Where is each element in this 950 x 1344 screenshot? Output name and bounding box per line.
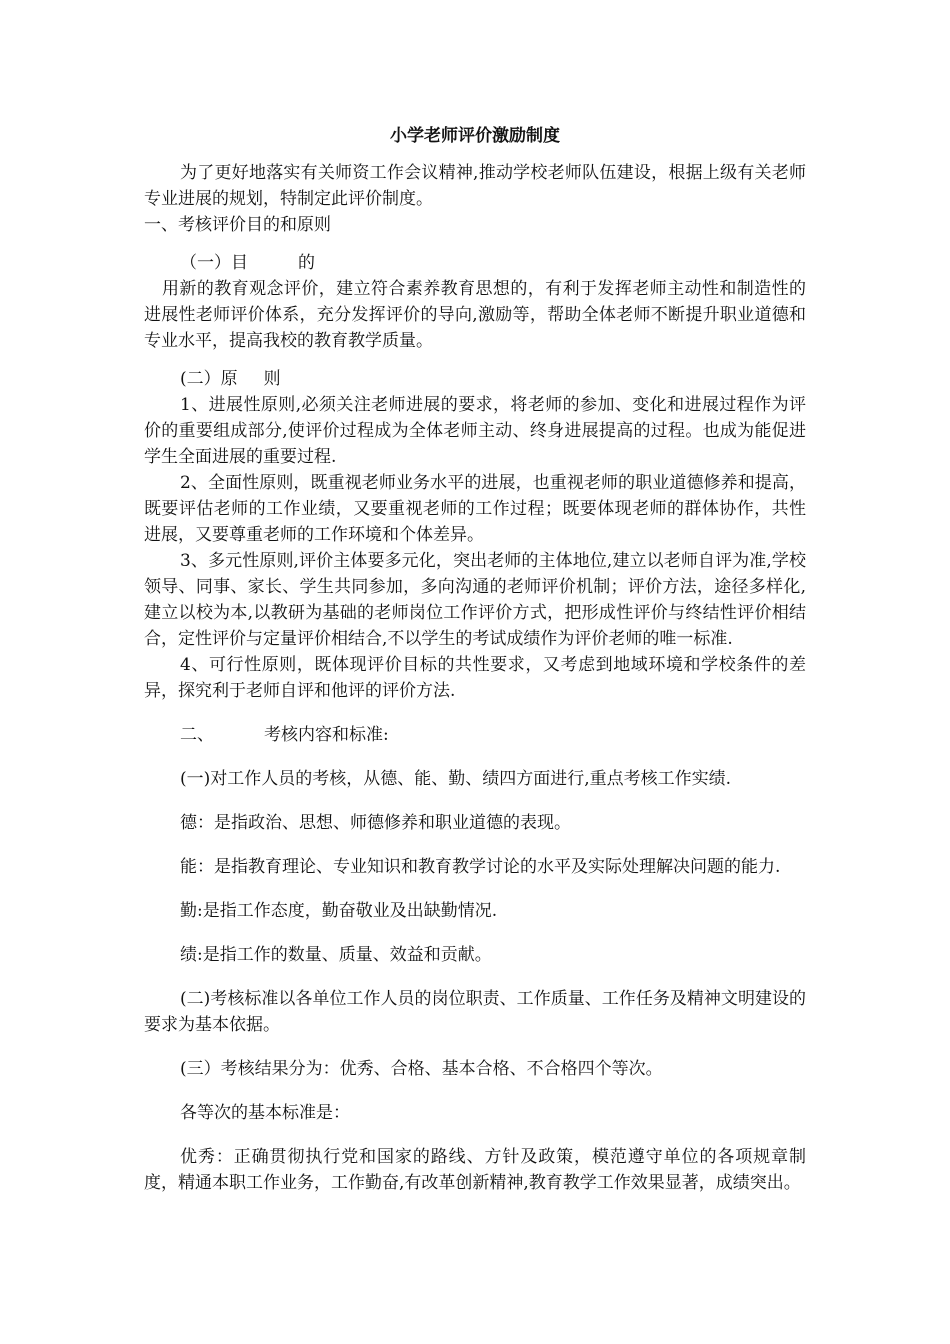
qin-paragraph: 勤:是指工作态度，勤奋敬业及出缺勤情况. [180, 901, 498, 921]
document-body [144, 160, 806, 1196]
principle-2-paragraph: 2、全面性原则，既重视老师业务水平的进展，也重视老师的职业道德修养和提高，既要评估老师的工作业绩，又要重视老师的工作过程；既要体现老师的群体协作，共性进展，又要尊重老师的工作环境和个体差异。 [144, 473, 806, 545]
principle-1-paragraph: 1、进展性原则,必须关注老师进展的要求，将老师的参加、变化和进展过程作为评价的重要组成部分,使评价过程成为全体老师主动、终身进展提高的过程。也成为能促进学生全面进展的重要过程. [144, 395, 806, 467]
principle-heading-part-a: (二）原 [180, 369, 238, 389]
content-3-paragraph: (三）考核结果分为：优秀、合格、基本合格、不合格四个等次。 [180, 1059, 663, 1079]
principle-heading [144, 366, 806, 392]
principle-3-paragraph: 3、多元性原则,评价主体要多元化，突出老师的主体地位,建立以老师自评为准,学校领导、同事、家长、学生共同参加，多向沟通的老师评价机制；评价方法，途径多样化,建立以校为本,以教研为基础的老师岗位工作评价方式，把形成性评价与终结性评价相结合，定性评价与定量评价相结合,不以学生的考试成绩作为评价老师的唯一标准. [144, 551, 806, 649]
purpose-heading-part-b: 的 [298, 253, 315, 273]
purpose-heading [144, 250, 806, 276]
de-paragraph: 德：是指政治、思想、师德修养和职业道德的表现。 [180, 813, 571, 833]
content-1-paragraph: (一)对工作人员的考核，从德、能、勤、绩四方面进行,重点考核工作实绩. [180, 769, 732, 789]
section-2-heading-text: 考核内容和标准: [264, 725, 389, 745]
neng-paragraph: 能：是指教育理论、专业知识和教育教学讨论的水平及实际处理解决问题的能力. [180, 857, 781, 877]
intro-paragraph: 为了更好地落实有关师资工作会议精神,推动学校老师队伍建设，根据上级有关老师专业进展的规划，特制定此评价制度。 [144, 163, 806, 209]
ji-paragraph: 绩:是指工作的数量、质量、效益和贡献。 [180, 945, 492, 965]
purpose-heading-part-a: （一）目 [180, 253, 248, 273]
grade-intro-paragraph: 各等次的基本标准是： [180, 1103, 350, 1123]
section-2-heading-number: 二、 [180, 725, 214, 745]
principle-heading-part-b: 则 [263, 369, 281, 389]
excellent-paragraph: 优秀：正确贯彻执行党和国家的路线、方针及政策，模范遵守单位的各项规章制度，精通本职工作业务，工作勤奋,有改革创新精神,教育教学工作效果显著，成绩突出。 [144, 1147, 806, 1193]
principle-4-paragraph: 4、可行性原则，既体现评价目标的共性要求，又考虑到地域环境和学校条件的差异，探究利于老师自评和他评的评价方法. [144, 655, 806, 701]
content-2-paragraph: (二)考核标准以各单位工作人员的岗位职责、工作质量、工作任务及精神文明建设的要求为基本依据。 [144, 989, 806, 1035]
section-1-heading: 一、考核评价目的和原则 [144, 215, 331, 235]
section-2-heading [144, 722, 806, 748]
purpose-paragraph: 用新的教育观念评价，建立符合素养教育思想的，有利于发挥老师主动性和制造性的进展性老师评价体系，充分发挥评价的导向,激励等，帮助全体老师不断提升职业道德和专业水平，提高我校的教育教学质量。 [144, 279, 806, 351]
document-title: 小学老师评价激励制度 [390, 126, 560, 146]
